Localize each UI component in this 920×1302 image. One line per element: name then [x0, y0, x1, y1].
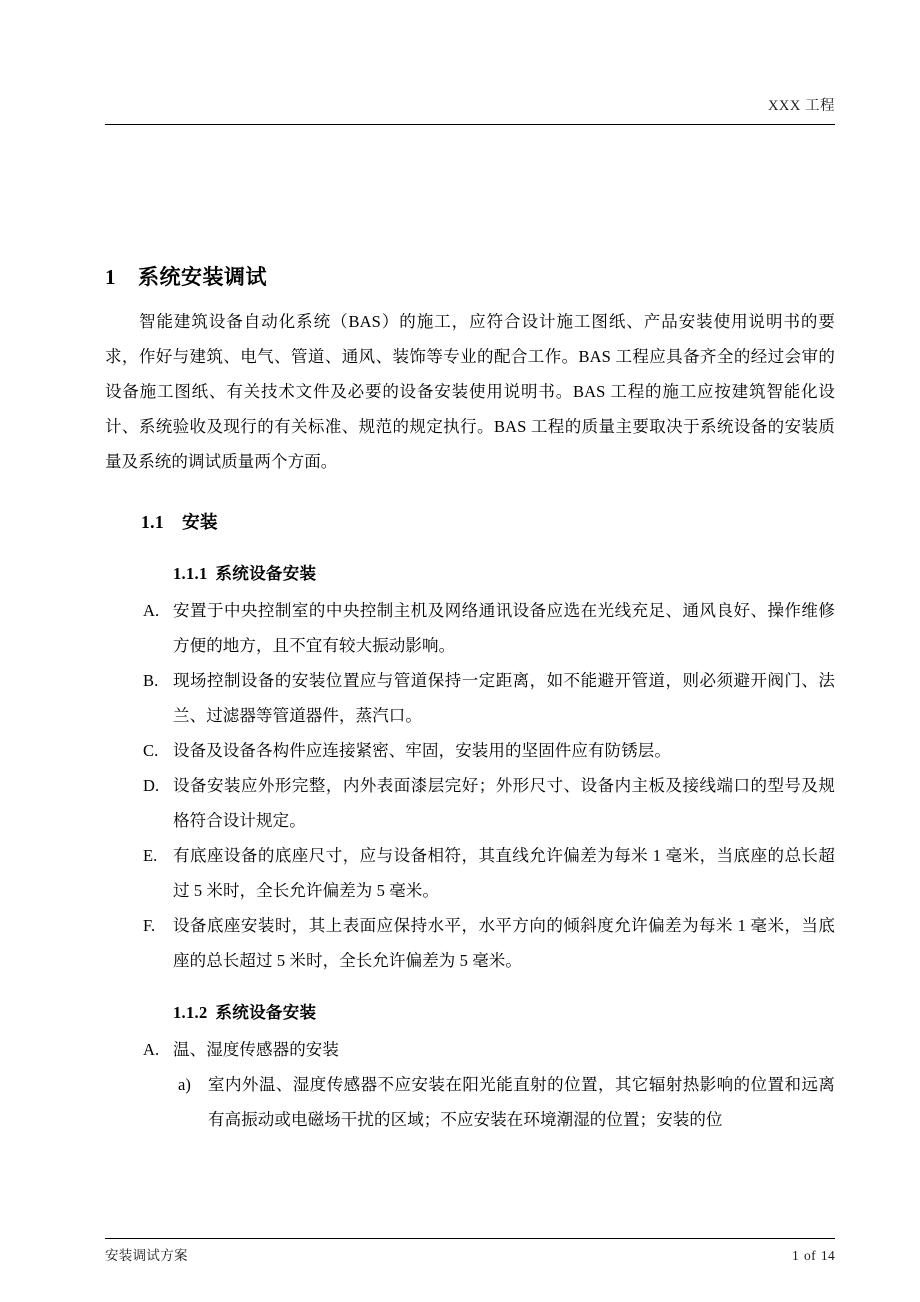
list-item: [105, 733, 835, 768]
sub-list-item-text: 室内外温、湿度传感器不应安装在阳光能直射的位置，其它辐射热影响的位置和远离有高振动或电磁场干扰的区域；不应安装在环境潮湿的位置；安装的位: [208, 1075, 835, 1129]
page-current: 1: [791, 1248, 800, 1263]
list-item-marker: E.: [143, 846, 158, 865]
alpha-list-section-1-1-1: [105, 591, 835, 978]
list-item-text: 设备底座安装时，其上表面应保持水平，水平方向的倾斜度允许偏差为每米 1 毫米，当底座的总长超过 5 米时，全长允许偏差为 5 毫米。: [173, 916, 835, 970]
heading-level-1-number: 1: [105, 265, 116, 289]
list-item: [105, 838, 835, 908]
alpha-list-section-1-1-2: [105, 1030, 835, 1067]
heading-level-3-1-1-2: [105, 978, 835, 1030]
sub-list-item: [105, 1067, 835, 1137]
list-item-text: 有底座设备的底座尺寸，应与设备相符，其直线允许偏差为每米 1 毫米，当底座的总长超过 5 米时，全长允许偏差为 5 毫米。: [173, 846, 835, 900]
list-item-text: 设备安装应外形完整，内外表面漆层完好；外形尺寸、设备内主板及接线端口的型号及规格符合设计规定。: [173, 776, 835, 830]
heading-1-1-2-number: 1.1.2: [173, 1003, 208, 1022]
heading-level-3-1-1-1: [105, 539, 835, 591]
footer-page-number: [792, 1246, 835, 1266]
heading-level-2-title: 安装: [182, 512, 218, 532]
list-item-marker: B.: [143, 671, 159, 690]
header-project-title: XXX 工程: [767, 98, 835, 114]
heading-level-1: [105, 240, 835, 298]
sub-list-section-1-1-2: [105, 1067, 835, 1137]
list-item: [105, 593, 835, 663]
page-of-label: of: [804, 1248, 816, 1263]
heading-1-1-1-title: 系统设备安装: [215, 564, 317, 583]
list-item-marker: A.: [143, 1040, 160, 1059]
list-item-text: 设备及设备各构件应连接紧密、牢固，安装用的坚固件应有防锈层。: [173, 741, 671, 760]
list-item: [105, 663, 835, 733]
heading-level-1-title: 系统安装调试: [138, 265, 267, 289]
list-item: [105, 768, 835, 838]
list-item: [105, 1032, 835, 1067]
heading-level-2-number: 1.1: [141, 512, 165, 532]
list-item: [105, 908, 835, 978]
header-divider: [105, 124, 835, 125]
list-item-text: 现场控制设备的安装位置应与管道保持一定距离，如不能避开管道，则必须避开阀门、法兰、过滤器等管道器件，蒸汽口。: [173, 671, 835, 725]
page-header: [105, 96, 835, 125]
footer-divider: [105, 1238, 835, 1239]
heading-1-1-2-title: 系统设备安装: [215, 1003, 317, 1022]
sub-list-item-marker: a): [178, 1075, 192, 1094]
list-item-marker: F.: [143, 916, 156, 935]
list-item-marker: C.: [143, 741, 159, 760]
page-total: 14: [820, 1248, 835, 1263]
heading-1-1-1-number: 1.1.1: [173, 564, 208, 583]
page-footer: [105, 1238, 835, 1266]
list-item-text: 温、湿度传感器的安装: [173, 1040, 339, 1059]
intro-paragraph: 智能建筑设备自动化系统（BAS）的施工，应符合设计施工图纸、产品安装使用说明书的要求，作好与建筑、电气、管道、通风、装饰等专业的配合工作。BAS 工程应具备齐全的经过会审的设备施工图纸、有关技术文件及必要的设备安装使用说明书。BAS 工程的施工应按建筑智能化设计、系统验收及现行的有关标准、规范的规定执行。BAS 工程的质量主要取决于系统设备的安装质量及系统的调试质量两个方面。: [105, 312, 835, 471]
list-item-marker: A.: [143, 601, 160, 620]
footer-document-title: 安装调试方案: [105, 1248, 188, 1263]
heading-level-2: [105, 479, 835, 539]
list-item-text: 安置于中央控制室的中央控制主机及网络通讯设备应选在光线充足、通风良好、操作维修方便的地方，且不宜有较大振动影响。: [173, 601, 835, 655]
document-body: [105, 240, 835, 1137]
list-item-marker: D.: [143, 776, 160, 795]
